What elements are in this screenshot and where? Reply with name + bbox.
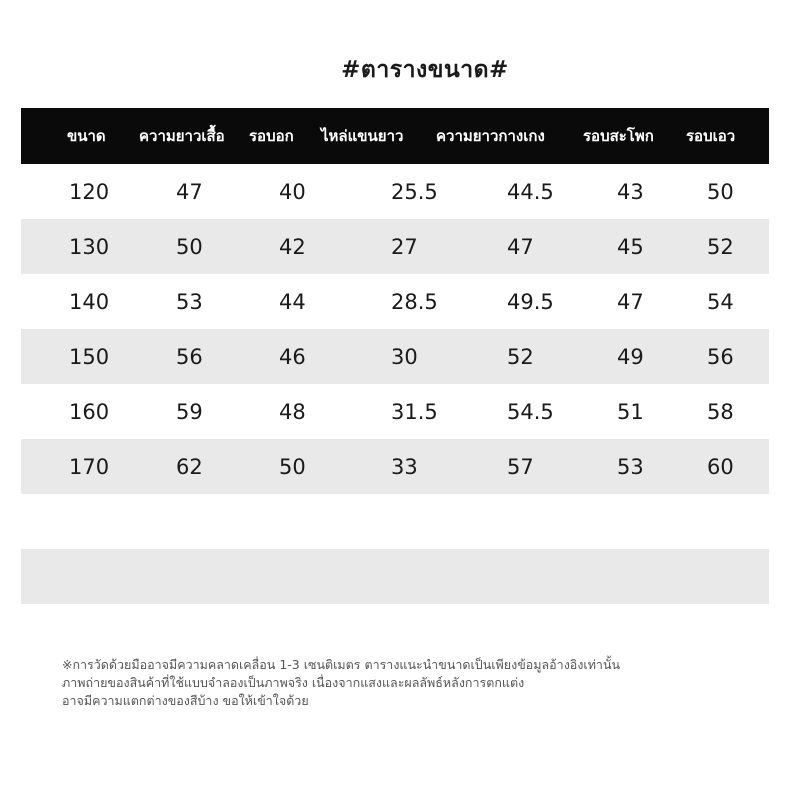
table-cell: 54.5 [507,399,554,424]
table-cell: 62 [176,454,203,479]
table-cell: 160 [69,399,110,424]
note-line: ภาพถ่ายของสินค้าที่ใช้แบบจำลองเป็นภาพจริง เนื่องจากแสงและผลลัพธ์หลังการตกแต่ง [62,675,525,690]
header-shirt-length: ความยาวเสื้อ [139,127,225,145]
table-row [21,384,769,439]
table-cell: 30 [391,344,418,369]
note-line: อาจมีความแตกต่างของสีบ้าง ขอให้เข้าใจด้วย [62,693,309,708]
table-cell: 27 [391,234,418,259]
table-cell: 54 [707,289,734,314]
table-cell: 50 [176,234,203,259]
header-size: ขนาด [67,127,106,145]
table-cell: 53 [617,454,644,479]
table-cell: 28.5 [391,289,438,314]
size-table [21,108,769,604]
table-cell: 48 [279,399,306,424]
table-header [21,108,769,164]
table-cell: 57 [507,454,534,479]
table-cell: 58 [707,399,734,424]
table-cell: 40 [279,179,306,204]
table-cell: 120 [69,179,110,204]
table-cell: 44.5 [507,179,554,204]
table-row [21,164,769,219]
table-row [21,219,769,274]
table-body [21,164,769,604]
table-row [21,439,769,494]
note-line: ※การวัดด้วยมืออาจมีความคลาดเคลื่อน 1-3 เซนติเมตร ตารางแนะนำขนาดเป็นเพียงข้อมูลอ้างอิงเท่านั้น [62,657,621,672]
table-row [21,329,769,384]
table-cell: 50 [707,179,734,204]
table-cell: 47 [617,289,644,314]
table-cell: 44 [279,289,306,314]
header-shoulder-sleeve: ไหล่แขนยาว [321,127,404,145]
table-row [21,494,769,549]
table-cell: 46 [279,344,306,369]
table-cell: 47 [176,179,203,204]
header-hip: รอบสะโพก [583,127,654,145]
table-cell: 60 [707,454,734,479]
table-cell: 25.5 [391,179,438,204]
table-cell: 43 [617,179,644,204]
table-cell: 140 [69,289,110,314]
table-cell: 130 [69,234,110,259]
table-cell: 42 [279,234,306,259]
table-row [21,274,769,329]
table-cell: 52 [707,234,734,259]
table-cell: 45 [617,234,644,259]
table-cell: 49.5 [507,289,554,314]
table-cell: 56 [707,344,734,369]
table-cell: 56 [176,344,203,369]
header-pants-length: ความยาวกางเกง [436,127,545,145]
table-row [21,549,769,604]
header-waist: รอบเอว [686,127,736,145]
table-cell: 150 [69,344,110,369]
table-cell: 49 [617,344,644,369]
table-cell: 33 [391,454,418,479]
table-cell: 52 [507,344,534,369]
table-cell: 170 [69,454,110,479]
page-title: #ตารางขนาด# [341,57,509,83]
table-cell: 31.5 [391,399,438,424]
table-cell: 50 [279,454,306,479]
table-cell: 53 [176,289,203,314]
table-cell: 59 [176,399,203,424]
table-cell: 51 [617,399,644,424]
header-chest: รอบอก [249,127,294,145]
table-cell: 47 [507,234,534,259]
disclaimer-note [62,656,752,710]
